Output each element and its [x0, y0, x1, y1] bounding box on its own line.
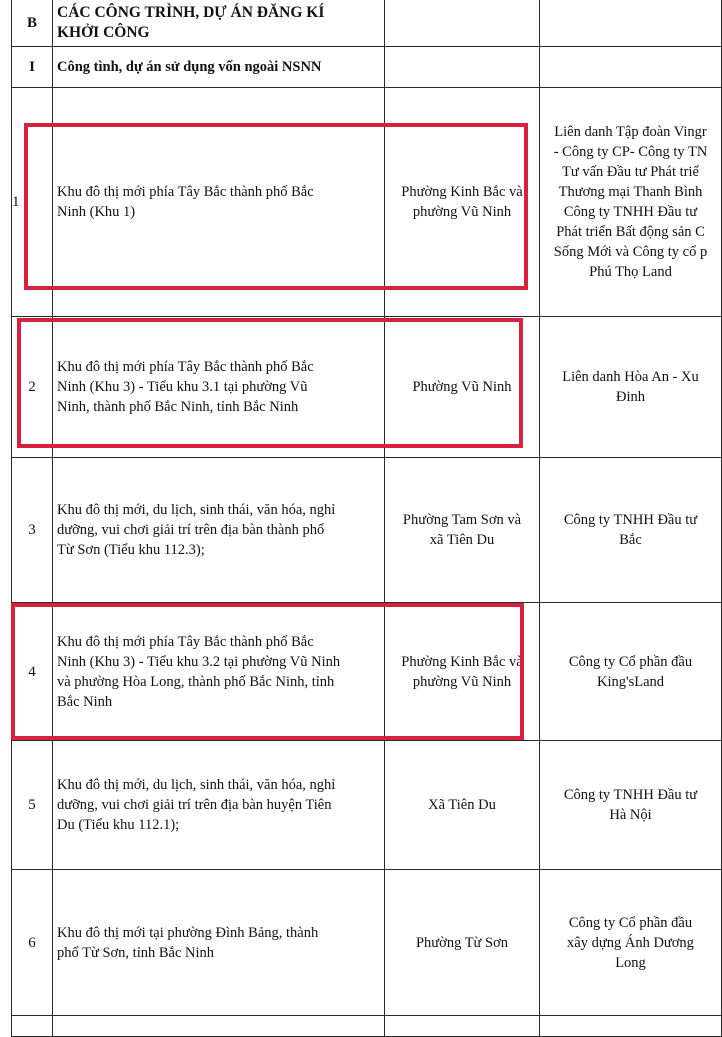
row-index: 1 [12, 88, 53, 317]
section-i-index: I [12, 47, 53, 88]
text-line: King'sLand [596, 673, 665, 690]
text-line: Khu đô thị mới phía Tây Bắc thành phố Bắc [57, 184, 314, 200]
row-index: 6 [12, 870, 53, 1016]
text-line: Công ty Cổ phần đầu [568, 653, 693, 670]
project-name [53, 458, 385, 603]
text-line: Hà Nội [609, 807, 652, 823]
project-name [53, 317, 385, 458]
project-name [53, 870, 385, 1016]
table-row [12, 741, 722, 870]
row-index: 4 [12, 603, 53, 741]
table-row [12, 1016, 722, 1037]
row-index: 2 [12, 317, 53, 458]
section-i-row [12, 47, 722, 88]
text-line: Công ty Cổ phần đầu [568, 914, 693, 931]
text-line: Khu đô thị mới phía Tây Bắc thành phố Bắc [57, 359, 314, 375]
empty-cell [53, 1016, 385, 1037]
text-line: Bắc [619, 532, 642, 548]
table-row [12, 317, 722, 458]
text-line: Từ Sơn (Tiểu khu 112.3); [57, 542, 205, 558]
text-line: dưỡng, vui chơi giải trí trên địa bàn huyện Tiên [57, 797, 332, 813]
text-line: Long [615, 954, 646, 971]
section-b-title [53, 0, 385, 47]
section-b-row [12, 0, 722, 47]
project-investor [540, 870, 722, 1016]
text-line: Khu đô thị mới tại phường Đình Bảng, thành [57, 924, 319, 941]
table-row [12, 603, 722, 741]
text-line: xây dựng Ánh Dương [567, 934, 694, 951]
text-line: Xã Tiên Du [428, 797, 496, 813]
text-line: Phường Từ Sơn [415, 934, 509, 951]
project-location [385, 458, 540, 603]
text-line: Khu đô thị mới phía Tây Bắc thành phố Bắc [57, 633, 314, 650]
section-b-index: B [12, 0, 53, 47]
project-location [385, 603, 540, 741]
text-line: Ninh, thành phố Bắc Ninh, tỉnh Bắc Ninh [57, 399, 299, 415]
project-investor [540, 458, 722, 603]
table-row [12, 870, 722, 1016]
project-investor [540, 88, 722, 317]
text-line: Phường Vũ Ninh [412, 379, 512, 395]
empty-cell [385, 1016, 540, 1037]
row-index: 5 [12, 741, 53, 870]
project-name [53, 88, 385, 317]
text-line: Phát triển Bất động sản C [556, 224, 705, 240]
table-row [12, 88, 722, 317]
text-line: Ninh (Khu 3) - Tiểu khu 3.1 tại phường Vũ [57, 379, 308, 395]
row-index: 3 [12, 458, 53, 603]
text-line: Liên danh Hòa An - Xu [562, 369, 699, 385]
text-line: và phường Hòa Long, thành phố Bắc Ninh, tỉnh [57, 673, 335, 690]
section-i-title: Công tình, dự án sử dụng vốn ngoài NSNN [53, 47, 385, 88]
empty-cell [385, 0, 540, 47]
project-investor [540, 317, 722, 458]
empty-cell [12, 1016, 53, 1037]
text-line: Phường Tam Sơn và [402, 512, 522, 528]
project-location [385, 317, 540, 458]
project-location [385, 88, 540, 317]
section-b-title-line: KHỞI CÔNG [57, 23, 150, 41]
table-row [12, 458, 722, 603]
text-line: Khu đô thị mới, du lịch, sinh thái, văn hóa, nghỉ [57, 777, 336, 793]
empty-cell [540, 47, 722, 88]
text-line: Bắc Ninh [57, 693, 113, 710]
text-line: Ninh (Khu 1) [57, 204, 136, 220]
text-line: phường Vũ Ninh [412, 673, 512, 690]
text-line: Công ty TNHH Đầu tư [563, 512, 698, 528]
text-line: Công ty TNHH Đầu tư [563, 787, 698, 803]
text-line: Công ty TNHH Đầu tư [563, 204, 698, 220]
project-table [11, 0, 722, 1037]
text-line: phố Từ Sơn, tỉnh Bắc Ninh [57, 944, 215, 961]
project-investor [540, 741, 722, 870]
project-name [53, 603, 385, 741]
text-line: Liên danh Tập đoàn Vingr [554, 124, 707, 140]
project-name [53, 741, 385, 870]
project-investor [540, 603, 722, 741]
text-line: dưỡng, vui chơi giải trí trên địa bàn thành phố [57, 522, 325, 538]
text-line: - Công ty CP- Công ty TN [553, 144, 708, 160]
text-line: Ninh (Khu 3) - Tiểu khu 3.2 tại phường Vũ Ninh [57, 653, 341, 670]
text-line: Tư vấn Đầu tư Phát triể [562, 164, 699, 180]
text-line: Khu đô thị mới, du lịch, sinh thái, văn hóa, nghỉ [57, 502, 336, 518]
text-line: Phường Kinh Bắc và [401, 184, 523, 200]
text-line: Phú Thọ Land [589, 264, 672, 280]
project-location [385, 870, 540, 1016]
text-line: Đinh [616, 389, 645, 405]
section-b-title-line: CÁC CÔNG TRÌNH, DỰ ÁN ĐĂNG KÍ [57, 3, 325, 21]
text-line: Thương mại Thanh Bình [558, 184, 703, 200]
empty-cell [385, 47, 540, 88]
empty-cell [540, 1016, 722, 1037]
text-line: phường Vũ Ninh [412, 204, 512, 220]
text-line: Sống Mới và Công ty cổ p [553, 244, 708, 260]
text-line: xã Tiên Du [429, 532, 495, 548]
text-line: Phường Kinh Bắc và [401, 653, 523, 670]
project-location [385, 741, 540, 870]
text-line: Du (Tiểu khu 112.1); [57, 817, 180, 833]
empty-cell [540, 0, 722, 47]
